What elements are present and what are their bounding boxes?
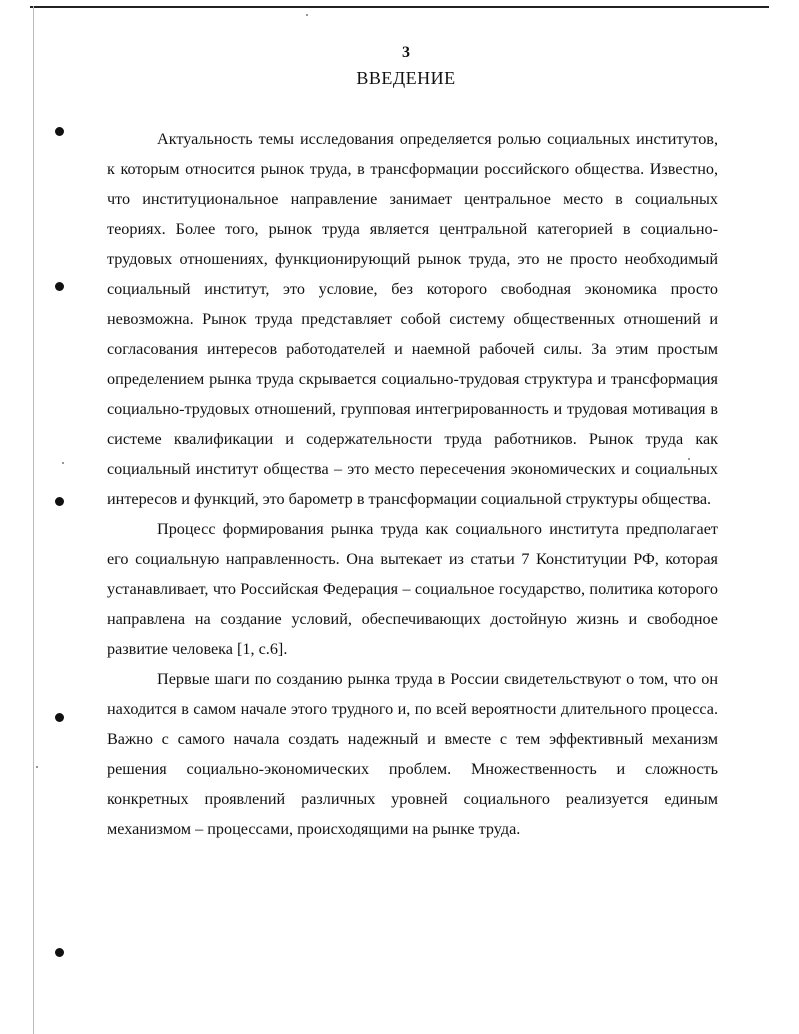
punch-hole-mark xyxy=(55,713,64,722)
scan-speck xyxy=(306,14,308,16)
punch-hole-mark xyxy=(55,497,64,506)
scan-left-edge xyxy=(33,6,34,1034)
punch-hole-mark xyxy=(55,948,64,957)
paragraph-1: Актуальность темы исследования определяется ролью социальных институтов, к которым относится рынок труда, в трансформации российского общества. Известно, что институциональное направление занимает центральное место в социальных теориях. Более того, рынок труда является центральной категорией в социально-трудовых отношениях, функционирующий рынок труда, это не просто необходимый социальный институт, это условие, без которого свободная экономика просто невозможна. Рынок труда представляет собой систему общественных отношений и согласования интересов работодателей и наемной рабочей силы. За этим простым определением рынка труда скрывается социально-трудовая структура и трансформация социально-трудовых отношений, групповая интегрированность и трудовая мотивация в системе квалификации и содержательности труда работников. Рынок труда как социальный институт общества – это место пересечения экономических и социальных интересов и функций, это барометр в трансформации социальной структуры общества. xyxy=(107,130,718,508)
punch-hole-mark xyxy=(55,282,64,291)
scan-speck xyxy=(62,462,64,464)
punch-hole-mark xyxy=(55,127,64,136)
page-number: 3 xyxy=(402,44,410,61)
scan-top-rule xyxy=(30,6,769,8)
body-text xyxy=(107,124,718,844)
section-heading: ВВЕДЕНИЕ xyxy=(356,68,456,88)
paragraph-3: Первые шаги по созданию рынка труда в России свидетельствуют о том, что он находится в самом начале этого трудного и, по всей вероятности длительного процесса. Важно с самого начала создать надежный и вместе с тем эффективный механизм решения социально-экономических проблем. Множественность и сложность конкретных проявлений различных уровней социального реализуется единым механизмом – процессами, происходящими на рынке труда. xyxy=(107,670,718,838)
scan-speck xyxy=(36,766,38,768)
paragraph-2: Процесс формирования рынка труда как социального института предполагает его социальную направленность. Она вытекает из статьи 7 Конституции РФ, которая устанавливает, что Российская Федерация – социальное государство, политика которого направлена на создание условий, обеспечивающих достойную жизнь и свободное развитие человека [1, с.6]. xyxy=(107,520,718,658)
